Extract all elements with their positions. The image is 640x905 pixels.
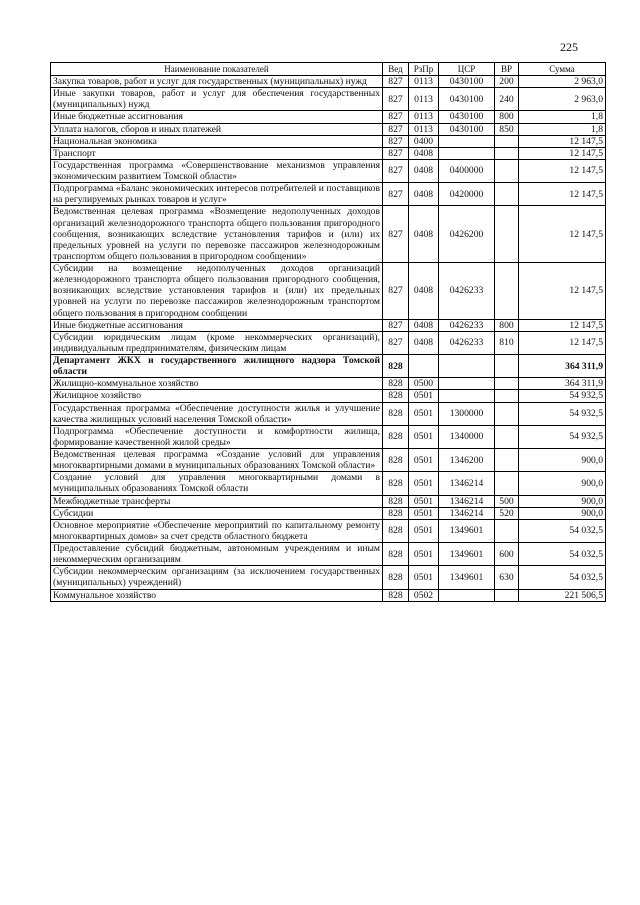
table-header-row [51,63,606,76]
row-vr: 800 [495,111,519,123]
row-name: Основное мероприятие «Обеспечение мероприятий по капитальному ремонту многоквартирных домов» за счет средств областного бюджета [51,519,383,542]
row-ved: 827 [383,123,409,135]
table-row [51,263,606,320]
table-row [51,566,606,589]
row-ved: 827 [383,183,409,206]
table-row [51,378,606,390]
header-name: Наименование показателей [51,63,383,76]
table-row [51,159,606,182]
row-sum: 2 963,0 [519,88,606,111]
row-name: Государственная программа «Обеспечение доступности жилья и улучшение качества жилищных условий населения Томской области» [51,402,383,425]
row-rzpr: 0501 [409,495,439,507]
row-rzpr: 0113 [409,111,439,123]
row-vr: 520 [495,507,519,519]
row-rzpr: 0408 [409,159,439,182]
row-vr: 600 [495,543,519,566]
table-row [51,206,606,263]
row-name: Субсидии [51,507,383,519]
table-row [51,183,606,206]
row-vr [495,159,519,182]
row-name: Иные бюджетные ассигнования [51,111,383,123]
table-row [51,402,606,425]
row-ved: 828 [383,390,409,402]
row-vr [495,206,519,263]
row-csr: 0426233 [439,319,495,331]
row-name: Подпрограмма «Обеспечение доступности и комфортности жилища, формирование качественной жилой среды» [51,425,383,448]
row-vr [495,183,519,206]
row-vr: 850 [495,123,519,135]
header-vr: ВР [495,63,519,76]
row-name: Ведомственная целевая программа «Возмещение недополученных доходов организаций железнодорожного транспорта общего пользования пригородного сообщения, возникающих вследствие установления тарифов и (или) их предельных уровней на услуги по перевозке пассажиров железнодорожным транспортом общего пользования в пригородном сообщении» [51,206,383,263]
row-name: Жилищное хозяйство [51,390,383,402]
row-csr [439,147,495,159]
row-ved: 828 [383,566,409,589]
row-ved: 827 [383,147,409,159]
row-sum: 12 147,5 [519,159,606,182]
row-name: Предоставление субсидий бюджетным, автономным учреждениям и иным некоммерческим организациям [51,543,383,566]
row-csr [439,589,495,601]
row-ved: 827 [383,88,409,111]
row-sum: 54 932,5 [519,425,606,448]
row-ved: 828 [383,449,409,472]
row-ved: 828 [383,519,409,542]
row-csr: 0400000 [439,159,495,182]
table-row [51,123,606,135]
row-ved: 827 [383,159,409,182]
row-csr: 1346214 [439,472,495,495]
row-csr: 1346200 [439,449,495,472]
row-name: Межбюджетные трансферты [51,495,383,507]
row-vr [495,589,519,601]
row-rzpr: 0408 [409,331,439,354]
row-name: Создание условий для управления многоквартирными домами в муниципальных образованиях Томской области [51,472,383,495]
row-ved: 828 [383,425,409,448]
row-vr: 810 [495,331,519,354]
row-sum: 900,0 [519,472,606,495]
row-sum: 1,8 [519,111,606,123]
table-row [51,519,606,542]
row-name: Национальная экономика [51,135,383,147]
row-name: Департамент ЖКХ и государственного жилищного надзора Томской области [51,355,383,378]
row-csr: 1349601 [439,543,495,566]
row-rzpr: 0501 [409,402,439,425]
table-row [51,472,606,495]
row-sum: 364 311,9 [519,378,606,390]
row-sum: 12 147,5 [519,331,606,354]
table-row [51,495,606,507]
row-rzpr: 0408 [409,147,439,159]
row-sum: 12 147,5 [519,206,606,263]
table-row [51,507,606,519]
row-sum: 12 147,5 [519,319,606,331]
header-csr: ЦСР [439,63,495,76]
row-csr: 0426233 [439,263,495,320]
row-sum: 54 932,5 [519,390,606,402]
row-vr [495,519,519,542]
row-ved: 827 [383,263,409,320]
row-rzpr: 0501 [409,425,439,448]
row-csr: 0430100 [439,111,495,123]
row-ved: 827 [383,319,409,331]
table-row [51,88,606,111]
row-sum: 900,0 [519,507,606,519]
row-ved: 827 [383,135,409,147]
row-vr: 800 [495,319,519,331]
table-row [51,543,606,566]
table-body [51,76,606,602]
row-name: Иные закупки товаров, работ и услуг для обеспечения государственных (муниципальных) нужд [51,88,383,111]
row-rzpr: 0408 [409,263,439,320]
row-rzpr: 0408 [409,319,439,331]
row-rzpr: 0501 [409,519,439,542]
row-sum: 900,0 [519,449,606,472]
row-rzpr: 0400 [409,135,439,147]
header-rzpr: РзПр [409,63,439,76]
row-ved: 827 [383,111,409,123]
row-vr [495,425,519,448]
row-csr: 0430100 [439,76,495,88]
row-name: Субсидии некоммерческим организациям (за исключением государственных (муниципальных) учреждений) [51,566,383,589]
row-vr: 630 [495,566,519,589]
row-rzpr: 0113 [409,76,439,88]
row-rzpr: 0501 [409,543,439,566]
row-sum: 12 147,5 [519,183,606,206]
row-csr [439,135,495,147]
row-ved: 828 [383,402,409,425]
row-name: Государственная программа «Совершенствование механизмов управления экономическим развитием Томской области» [51,159,383,182]
table-row [51,589,606,601]
row-ved: 828 [383,543,409,566]
row-sum: 900,0 [519,495,606,507]
table-row [51,390,606,402]
header-sum: Сумма [519,63,606,76]
row-sum: 12 147,5 [519,263,606,320]
row-rzpr: 0501 [409,390,439,402]
row-rzpr: 0113 [409,88,439,111]
row-vr [495,390,519,402]
row-name: Иные бюджетные ассигнования [51,319,383,331]
row-csr [439,378,495,390]
row-csr: 1349601 [439,566,495,589]
row-vr [495,355,519,378]
row-rzpr: 0501 [409,566,439,589]
row-csr: 0426200 [439,206,495,263]
row-csr: 0430100 [439,123,495,135]
row-name: Закупка товаров, работ и услуг для государственных (муниципальных) нужд [51,76,383,88]
row-rzpr: 0113 [409,123,439,135]
row-rzpr: 0500 [409,378,439,390]
row-ved: 828 [383,507,409,519]
row-name: Субсидии на возмещение недополученных доходов организаций железнодорожного транспорта общего пользования пригородного сообщения, возникающих вследствие установления тарифов и (или) их предельных уровней на услуги по перевозке пассажиров железнодорожным транспортом общего пользования в пригородном сообщении [51,263,383,320]
row-sum: 12 147,5 [519,147,606,159]
row-csr [439,355,495,378]
row-name: Уплата налогов, сборов и иных платежей [51,123,383,135]
row-vr [495,402,519,425]
table-row [51,355,606,378]
row-sum: 54 032,5 [519,566,606,589]
table-row [51,425,606,448]
table-row [51,135,606,147]
row-name: Подпрограмма «Баланс экономических интересов потребителей и поставщиков на регулируемых рынках товаров и услуг» [51,183,383,206]
row-name: Субсидии юридическим лицам (кроме некоммерческих организаций), индивидуальным предпринимателям, физическим лицам [51,331,383,354]
row-sum: 54 932,5 [519,402,606,425]
row-rzpr: 0501 [409,472,439,495]
row-sum: 54 032,5 [519,519,606,542]
table-row [51,331,606,354]
row-rzpr: 0408 [409,183,439,206]
budget-table [50,62,606,602]
row-sum: 54 032,5 [519,543,606,566]
table-row [51,111,606,123]
row-sum: 12 147,5 [519,135,606,147]
row-ved: 827 [383,206,409,263]
page-number: 225 [560,40,578,54]
row-csr: 1340000 [439,425,495,448]
row-sum: 364 311,9 [519,355,606,378]
row-ved: 828 [383,472,409,495]
header-ved: Вед [383,63,409,76]
row-csr: 1349601 [439,519,495,542]
row-vr: 240 [495,88,519,111]
row-vr [495,378,519,390]
row-ved: 827 [383,331,409,354]
row-name: Транспорт [51,147,383,159]
row-ved: 827 [383,76,409,88]
row-rzpr [409,355,439,378]
row-rzpr: 0408 [409,206,439,263]
row-name: Коммунальное хозяйство [51,589,383,601]
row-sum: 221 506,5 [519,589,606,601]
row-rzpr: 0502 [409,589,439,601]
row-vr [495,449,519,472]
row-vr: 200 [495,76,519,88]
table-row [51,147,606,159]
row-vr [495,263,519,320]
row-ved: 828 [383,378,409,390]
row-csr [439,390,495,402]
row-csr: 1346214 [439,495,495,507]
row-vr [495,472,519,495]
row-ved: 828 [383,589,409,601]
table-row [51,319,606,331]
row-sum: 1,8 [519,123,606,135]
table-row [51,76,606,88]
row-csr: 0420000 [439,183,495,206]
row-csr: 1346214 [439,507,495,519]
row-vr [495,135,519,147]
row-vr [495,147,519,159]
row-csr: 1300000 [439,402,495,425]
row-ved: 828 [383,355,409,378]
table-row [51,449,606,472]
row-vr: 500 [495,495,519,507]
row-name: Жилищно-коммунальное хозяйство [51,378,383,390]
row-rzpr: 0501 [409,507,439,519]
row-csr: 0426233 [439,331,495,354]
row-ved: 828 [383,495,409,507]
row-name: Ведомственная целевая программа «Создание условий для управления многоквартирными домами в муниципальных образованиях Томской области» [51,449,383,472]
row-rzpr: 0501 [409,449,439,472]
row-csr: 0430100 [439,88,495,111]
row-sum: 2 963,0 [519,76,606,88]
